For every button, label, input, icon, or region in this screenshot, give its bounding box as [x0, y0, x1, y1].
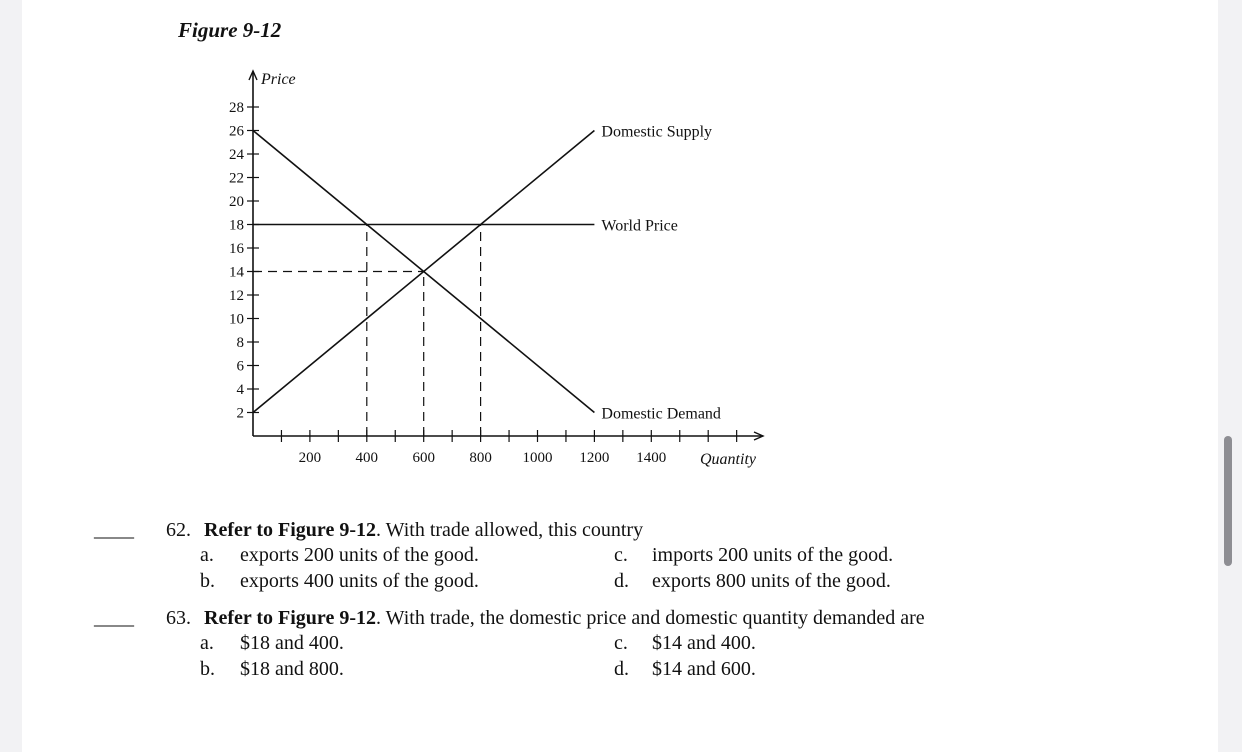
option-letter: b. [200, 658, 215, 680]
option-letter: a. [200, 632, 214, 654]
x-tick-label: 400 [355, 450, 379, 466]
y-axis-label: Price [261, 71, 296, 88]
option-text: $18 and 400. [240, 632, 344, 654]
option-text: $14 and 600. [652, 658, 756, 680]
x-tick-label: 1000 [522, 450, 553, 466]
option-text: exports 800 units of the good. [652, 570, 891, 592]
y-tick-label: 14 [229, 264, 244, 281]
domestic-supply-label: Domestic Supply [601, 123, 713, 141]
x-tick-label: 1200 [579, 450, 610, 466]
y-tick-label: 6 [236, 358, 244, 375]
option-text: $18 and 800. [240, 658, 344, 680]
y-tick-label: 4 [236, 382, 244, 398]
option-text: exports 400 units of the good. [240, 570, 479, 592]
x-tick-label: 800 [469, 450, 492, 466]
world-price-label: World Price [601, 217, 678, 235]
x-axis-label: Quantity [700, 451, 756, 468]
y-tick-label: 8 [236, 335, 244, 351]
question-62 [94, 519, 643, 542]
figure-title: Figure 9-12 [178, 18, 282, 42]
y-tick-label: 2 [236, 405, 244, 422]
answer-blank[interactable]: ____ [94, 519, 134, 541]
domestic-demand-label: Domestic Demand [601, 405, 721, 423]
option-text: exports 200 units of the good. [240, 544, 479, 566]
option-text: imports 200 units of the good. [652, 544, 894, 566]
y-tick-label: 26 [229, 123, 244, 140]
x-tick-label: 200 [298, 450, 322, 466]
question-number: 62. [166, 519, 191, 541]
y-tick-label: 28 [229, 100, 244, 116]
option-text: $14 and 400. [652, 632, 756, 654]
y-tick-label: 24 [229, 147, 244, 163]
y-tick-label: 22 [229, 170, 244, 187]
option-letter: b. [200, 570, 215, 592]
option-letter: d. [614, 570, 629, 592]
x-tick-label: 600 [412, 450, 435, 466]
question-number: 63. [166, 607, 191, 629]
option-letter: a. [200, 544, 214, 566]
answer-blank[interactable]: ____ [94, 607, 134, 629]
option-letter: c. [614, 544, 628, 566]
figure-reference: Refer to Figure 9-12 [204, 519, 376, 541]
y-tick-label: 20 [229, 194, 244, 210]
question-63 [94, 607, 925, 630]
question-stem: . With trade, the domestic price and domestic quantity demanded are [375, 607, 925, 629]
y-tick-label: 10 [229, 311, 244, 328]
x-tick-label: 1400 [636, 450, 667, 466]
question-stem: . With trade allowed, this country [375, 519, 644, 541]
option-letter: d. [614, 658, 629, 680]
y-tick-label: 18 [229, 217, 244, 234]
option-letter: c. [614, 632, 628, 654]
y-tick-label: 12 [229, 288, 244, 304]
figure-reference: Refer to Figure 9-12 [204, 607, 376, 629]
y-tick-label: 16 [229, 241, 244, 257]
